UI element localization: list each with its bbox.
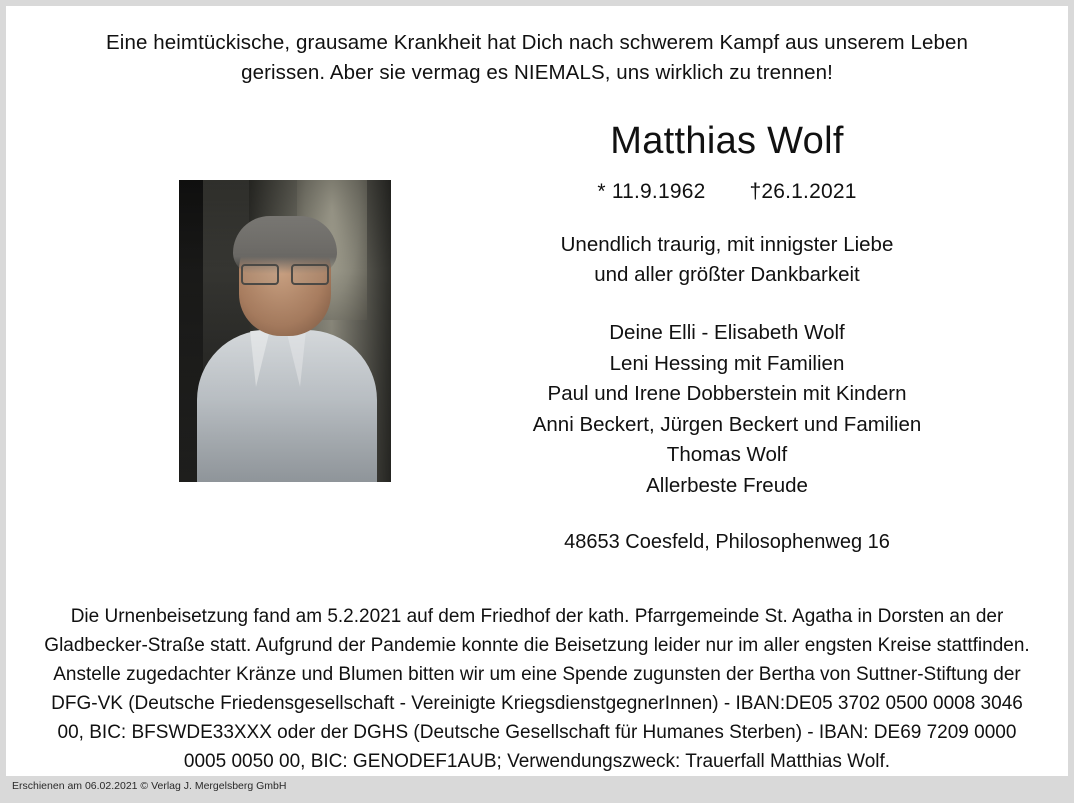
deceased-name: Matthias Wolf (610, 120, 844, 162)
address-line: 48653 Coesfeld, Philosophenweg 16 (564, 531, 890, 553)
photo-shading (179, 180, 391, 482)
intro-text (6, 6, 1068, 88)
details-column (416, 102, 1038, 554)
tribute-line-1: Unendlich traurig, mit innigster Liebe (560, 233, 894, 256)
obituary-card (6, 6, 1068, 797)
family-member: Anni Beckert, Jürgen Beckert und Familien (532, 412, 922, 436)
birth-date: * 11.9.1962 (597, 180, 706, 203)
family-list (416, 318, 1038, 501)
burial-notice: Die Urnenbeisetzung fand am 5.2.2021 auf dem Friedhof der kath. Pfarrgemeinde St. Agatha in Dorsten an der Gladbecker-Straße statt. Aufgrund der Pandemie konnte die Beisetzung leider nur im aller engsten Kreise stattfinden. Anstelle zugedachter Kränze und Blumen bitten wir um eine Spende zugunsten der Bertha von Suttner-Stiftung der DFG-VK (Deutsche Friedensgesellschaft - Vereinigte KriegsdienstgegnerInnen) - IBAN:DE05 3702 0500 0008 3046 00, BIC: BFSWDE33XXX oder der DGHS (Deutsche Gesellschaft für Humanes Sterben) - IBAN: DE69 7209 0000 0005 0050 00, BIC: GENODEF1AUB; Verwendungszweck: Trauerfall Matthias Wolf. (44, 606, 1030, 772)
family-member: Thomas Wolf (666, 443, 788, 466)
tribute-text (416, 230, 1038, 290)
family-member: Allerbeste Freude (646, 473, 808, 497)
body-area (6, 102, 1068, 582)
family-member: Deine Elli - Elisabeth Wolf (609, 321, 845, 344)
portrait-photo (179, 180, 391, 482)
family-member: Leni Hessing mit Familien (609, 351, 845, 375)
publication-footer: Erschienen am 06.02.2021 © Verlag J. Mergelsberg GmbH (6, 776, 1068, 797)
life-dates (416, 180, 1038, 204)
intro-paragraph: Eine heimtückische, grausame Krankheit hat Dich nach schwerem Kampf aus unserem Leben gerissen. Aber sie vermag es NIEMALS, uns wirklich zu trennen! (106, 31, 968, 84)
tribute-line-2: und aller größter Dankbarkeit (594, 263, 860, 286)
family-member: Paul und Irene Dobberstein mit Kindern (547, 382, 907, 405)
death-date: †26.1.2021 (749, 180, 857, 203)
